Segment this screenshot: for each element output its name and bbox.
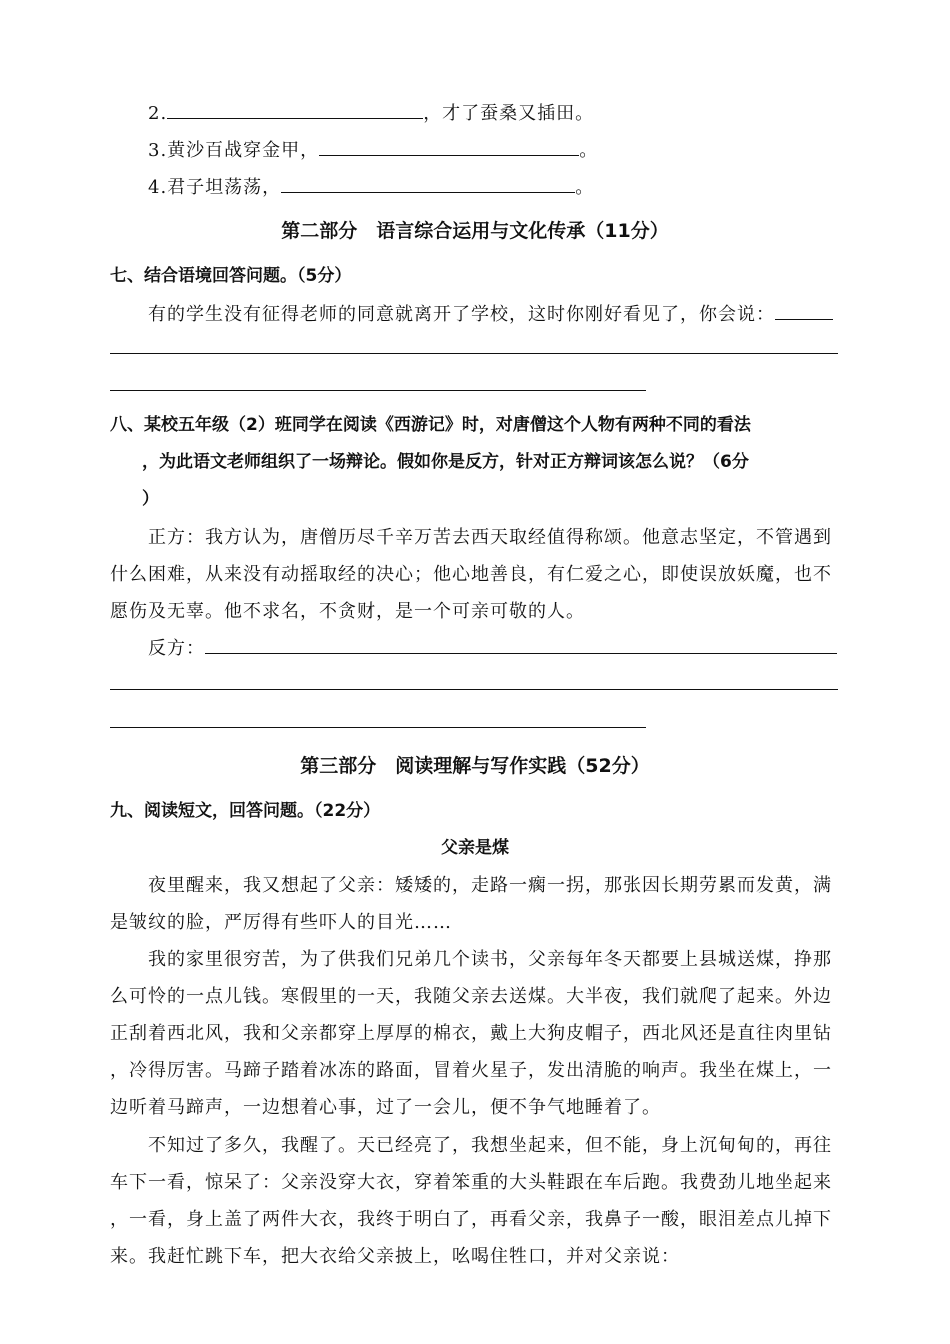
article-line: 是皱纹的脸，严厉得有些吓人的目光…… — [110, 912, 452, 933]
article-line: 边听着马蹄声，一边想着心事，过了一会儿，便不争气地睡着了。 — [110, 1097, 661, 1118]
answer-blank[interactable] — [281, 191, 575, 193]
article-title: 父亲是煤 — [441, 838, 509, 858]
fill-item-suffix: 。 — [575, 177, 595, 198]
q7-prompt-text: 有的学生没有征得老师的同意就离开了学校，这时你刚好看见了，你会说： — [148, 304, 775, 325]
q8-pro-line-2: 什么困难，从来没有动摇取经的决心；他心地善良，有仁爱之心，即使误放妖魔，也不 — [110, 564, 832, 585]
article-line: 不知过了多久，我醒了。天已经亮了，我想坐起来，但不能，身上沉甸甸的，再往 — [148, 1135, 832, 1156]
answer-blank[interactable] — [775, 318, 833, 320]
fill-item-prefix: 3.黄沙百战穿金甲， — [148, 140, 320, 161]
q8-con-label: 反方： — [148, 638, 205, 659]
part3-title: 第三部分 阅读理解与写作实践（52分） — [300, 755, 650, 777]
q7-heading: 七、结合语境回答问题。（5分） — [110, 266, 352, 286]
answer-blank[interactable] — [205, 652, 837, 654]
fill-item-4 — [148, 173, 594, 199]
answer-line[interactable] — [110, 390, 646, 391]
q8-con-row — [148, 634, 837, 660]
fill-item-3 — [148, 136, 598, 162]
answer-blank[interactable] — [319, 154, 579, 156]
q8-pro-line-3: 愿伤及无辜。他不求名，不贪财，是一个可亲可敬的人。 — [110, 601, 585, 622]
answer-line[interactable] — [110, 353, 838, 354]
article-line: 来。我赶忙跳下车，把大衣给父亲披上，吆喝住牲口，并对父亲说： — [110, 1246, 680, 1267]
article-line: 夜里醒来，我又想起了父亲：矮矮的，走路一瘸一拐，那张因长期劳累而发黄，满 — [148, 875, 832, 896]
article-line: 我的家里很穷苦，为了供我们兄弟几个读书，父亲每年冬天都要上县城送煤，挣那 — [148, 949, 832, 970]
answer-line[interactable] — [110, 689, 838, 690]
part2-title: 第二部分 语言综合运用与文化传承（11分） — [281, 220, 669, 242]
article-line: 正刮着西北风，我和父亲都穿上厚厚的棉衣，戴上大狗皮帽子，西北风还是直往肉里钻 — [110, 1023, 832, 1044]
q8-heading-line-2: ，为此语文老师组织了一场辩论。假如你是反方，针对正方辩词该怎么说？（6分 — [142, 452, 749, 472]
fill-item-prefix: 2. — [148, 103, 168, 124]
answer-blank[interactable] — [167, 117, 423, 119]
fill-item-prefix: 4.君子坦荡荡， — [148, 177, 282, 198]
fill-item-2 — [148, 99, 594, 125]
q7-prompt — [148, 300, 833, 326]
answer-line[interactable] — [110, 727, 646, 728]
q8-heading-line-3: ） — [142, 489, 159, 509]
fill-item-suffix: ，才了蚕桑又插田。 — [423, 103, 595, 124]
article-line: ，一看，身上盖了两件大衣，我终于明白了，再看父亲，我鼻子一酸，眼泪差点儿掉下 — [110, 1209, 832, 1230]
fill-item-suffix: 。 — [579, 140, 599, 161]
q9-heading: 九、阅读短文，回答问题。（22分） — [110, 801, 381, 821]
article-line: 么可怜的一点儿钱。寒假里的一天，我随父亲去送煤。大半夜，我们就爬了起来。外边 — [110, 986, 832, 1007]
q8-heading-line-1: 八、某校五年级（2）班同学在阅读《西游记》时，对唐僧这个人物有两种不同的看法 — [110, 415, 751, 435]
article-line: 车下一看，惊呆了：父亲没穿大衣，穿着笨重的大头鞋跟在车后跑。我费劲儿地坐起来 — [110, 1172, 832, 1193]
article-line: ，冷得厉害。马蹄子踏着冰冻的路面，冒着火星子，发出清脆的响声。我坐在煤上，一 — [110, 1060, 832, 1081]
q8-pro-line-1: 正方：我方认为，唐僧历尽千辛万苦去西天取经值得称颂。他意志坚定，不管遇到 — [148, 527, 832, 548]
